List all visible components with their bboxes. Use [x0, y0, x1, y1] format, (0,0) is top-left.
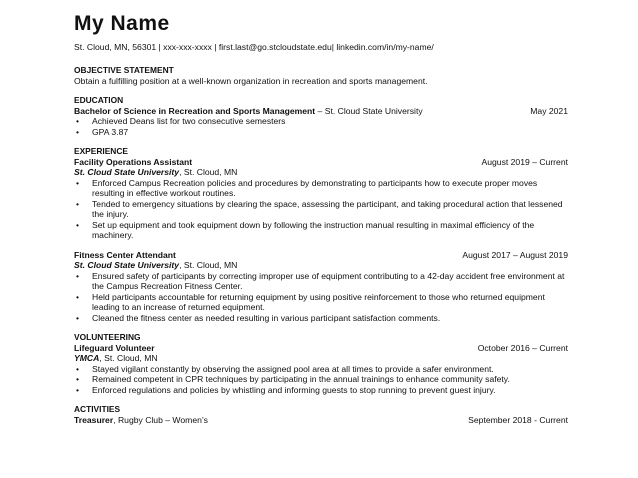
list-item — [74, 364, 568, 375]
bullet-icon: • — [76, 270, 80, 281]
education-heading: EDUCATION — [74, 95, 124, 105]
job-date: August 2019 – Current — [481, 156, 568, 167]
job-bullets — [74, 271, 568, 324]
volunteer-title-row — [74, 343, 568, 354]
list-item — [74, 313, 568, 324]
activity-date: September 2018 - Current — [468, 414, 568, 425]
bullet-text: Tended to emergency situations by clearing the space, assessing the participant, and taking procedural action that lessened the injury. — [92, 198, 563, 219]
contact-line: St. Cloud, MN, 56301 | xxx-xxx-xxxx | first.last@go.stcloudstate.edu| linkedin.com/in/my-name/ — [74, 42, 434, 52]
volunteer-location: , St. Cloud, MN — [99, 353, 158, 363]
job-title: Fitness Center Attendant — [74, 249, 176, 260]
volunteer-org-line — [74, 353, 568, 364]
bullet-text: Achieved Deans list for two consecutive semesters — [92, 116, 286, 126]
bullet-text: Held participants accountable for returning equipment by using positive reinforcement to those who returned equipment leading to an increase of returned equipment. — [92, 291, 545, 312]
bullet-icon: • — [76, 312, 80, 323]
list-item — [74, 178, 568, 199]
objective-heading: OBJECTIVE STATEMENT — [74, 65, 174, 75]
bullet-icon: • — [76, 126, 80, 137]
list-item — [74, 116, 568, 127]
list-item — [74, 127, 568, 138]
list-item — [74, 292, 568, 313]
activity-org: , Rugby Club – Women’s — [113, 414, 208, 425]
activities-heading: ACTIVITIES — [74, 404, 121, 414]
activities-section — [74, 404, 568, 425]
bullet-text: Enforced regulations and policies by whistling and informing guests to stop running to prevent guest injury. — [92, 384, 496, 395]
resume-name: My Name — [74, 12, 170, 35]
job-title-row — [74, 157, 568, 168]
bullet-text: Enforced Campus Recreation policies and procedures by demonstrating to participants how to execute proper moves resulting in effective workout routines. — [92, 177, 538, 198]
job-date: August 2017 – August 2019 — [462, 249, 568, 260]
bullet-icon: • — [76, 384, 80, 395]
list-item — [74, 374, 568, 385]
bullet-text: GPA 3.87 — [92, 126, 129, 137]
bullet-icon: • — [76, 198, 80, 209]
job-title: Facility Operations Assistant — [74, 156, 193, 167]
graduation-date: May 2021 — [530, 105, 568, 116]
job-org: St. Cloud State University — [74, 260, 180, 270]
activity-role: Treasurer — [74, 414, 114, 425]
bullet-icon: • — [76, 374, 80, 384]
list-item — [74, 271, 568, 292]
list-item — [74, 220, 568, 241]
list-item — [74, 385, 568, 396]
bullet-text: Set up equipment and took equipment down by following the instruction manual resulting in maximal efficiency of the machinery. — [92, 219, 535, 240]
job-entry — [74, 157, 568, 241]
degree-line — [74, 106, 423, 117]
volunteer-bullets — [74, 364, 568, 396]
education-bullets — [74, 116, 568, 137]
job-location: , St. Cloud, MN — [179, 260, 238, 270]
job-bullets — [74, 178, 568, 241]
volunteering-heading: VOLUNTEERING — [74, 332, 141, 342]
bullet-icon: • — [76, 219, 80, 230]
education-section — [74, 95, 568, 137]
degree-name: Bachelor of Science in Recreation and Sports Management — [74, 105, 316, 116]
bullet-text: Cleaned the fitness center as needed resulting in various participant satisfaction comments. — [92, 312, 441, 323]
objective-text: Obtain a fulfilling position at a well-known organization in recreation and sports management. — [74, 75, 428, 86]
bullet-icon: • — [76, 177, 80, 188]
experience-heading: EXPERIENCE — [74, 146, 128, 156]
job-entry — [74, 250, 568, 324]
job-org: St. Cloud State University — [74, 167, 180, 177]
bullet-icon: • — [76, 363, 80, 374]
bullet-text: Ensured safety of participants by correcting improper use of equipment contributing to a 42-day accident free environment at the Campus Recreation Fitness Center. — [92, 270, 565, 291]
school-name: – St. Cloud State University — [315, 105, 423, 116]
bullet-icon: • — [76, 116, 80, 126]
activity-line — [74, 415, 208, 426]
job-title-row — [74, 250, 568, 261]
list-item — [74, 199, 568, 220]
volunteer-org: YMCA — [74, 353, 100, 363]
volunteer-role: Lifeguard Volunteer — [74, 342, 155, 353]
job-org-line — [74, 260, 568, 271]
activity-row — [74, 415, 568, 426]
job-org-line — [74, 167, 568, 178]
volunteer-date: October 2016 – Current — [477, 342, 568, 353]
volunteering-section — [74, 332, 568, 395]
bullet-icon: • — [76, 291, 80, 302]
experience-section — [74, 146, 568, 323]
bullet-text: Remained competent in CPR techniques by participating in the annual trainings to enhance community safety. — [92, 374, 510, 384]
job-location: , St. Cloud, MN — [179, 167, 238, 177]
objective-section — [74, 65, 568, 86]
education-degree-row — [74, 106, 568, 117]
bullet-text: Stayed vigilant constantly by observing the assigned pool area at all times to provide a safer environment. — [92, 363, 494, 374]
